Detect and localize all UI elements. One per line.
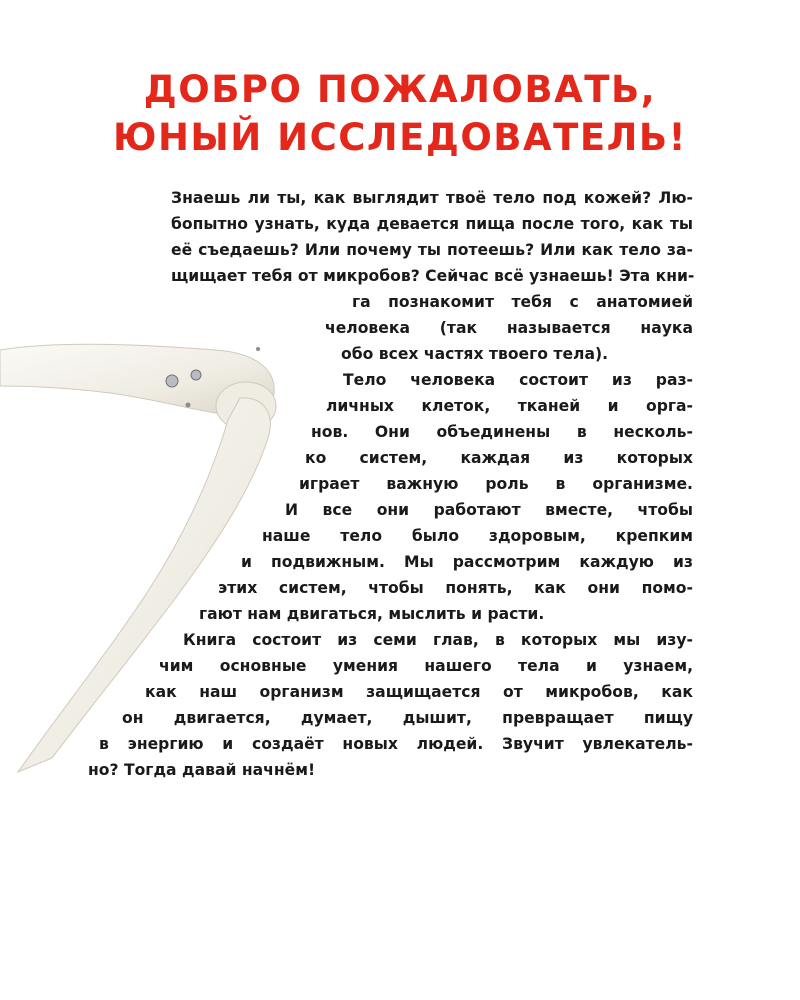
text-line: личных клеток, тканей и орга- — [326, 397, 693, 415]
text-line: этих систем, чтобы понять, как они помо- — [218, 579, 693, 597]
text-line: щищает тебя от микробов? Сейчас всё узнаешь! Эта кни- — [171, 267, 695, 285]
text-line: но? Тогда давай начнём! — [88, 761, 316, 779]
text-line: в энергию и создаёт новых людей. Звучит увлекатель- — [99, 735, 693, 753]
title-line-1: ДОБРО ПОЖАЛОВАТЬ, — [143, 68, 657, 111]
text-line: и подвижным. Мы рассмотрим каждую из — [241, 553, 693, 571]
text-line: её съедаешь? Или почему ты потеешь? Или как тело за- — [171, 241, 693, 259]
text-line: обо всех частях твоего тела). — [341, 345, 609, 363]
text-line: Книга состоит из семи глав, в которых мы изу- — [183, 631, 693, 649]
text-line: И все они работают вместе, чтобы — [285, 501, 693, 519]
text-line: чим основные умения нашего тела и узнаем, — [159, 657, 693, 675]
text-line: играет важную роль в организме. — [299, 475, 693, 493]
text-line: как наш организм защищается от микробов, как — [145, 683, 693, 701]
text-line: человека (так называется наука — [325, 319, 693, 337]
text-line: Знаешь ли ты, как выглядит твоё тело под кожей? Лю- — [171, 189, 693, 207]
text-line: га познакомит тебя с анатомией — [352, 293, 693, 311]
title-line-2: ЮНЫЙ ИССЛЕДОВАТЕЛЬ! — [113, 116, 687, 159]
text-line: гают нам двигаться, мыслить и расти. — [199, 605, 545, 623]
text-line: он двигается, думает, дышит, превращает пищу — [122, 709, 693, 727]
text-line: бопытно узнать, куда девается пища после того, как ты — [171, 215, 693, 233]
text-line: Тело человека состоит из раз- — [343, 371, 693, 389]
text-line: наше тело было здоровым, крепким — [262, 527, 693, 545]
text-line: нов. Они объединены в несколь- — [311, 423, 693, 441]
text-line: ко систем, каждая из которых — [305, 449, 693, 467]
